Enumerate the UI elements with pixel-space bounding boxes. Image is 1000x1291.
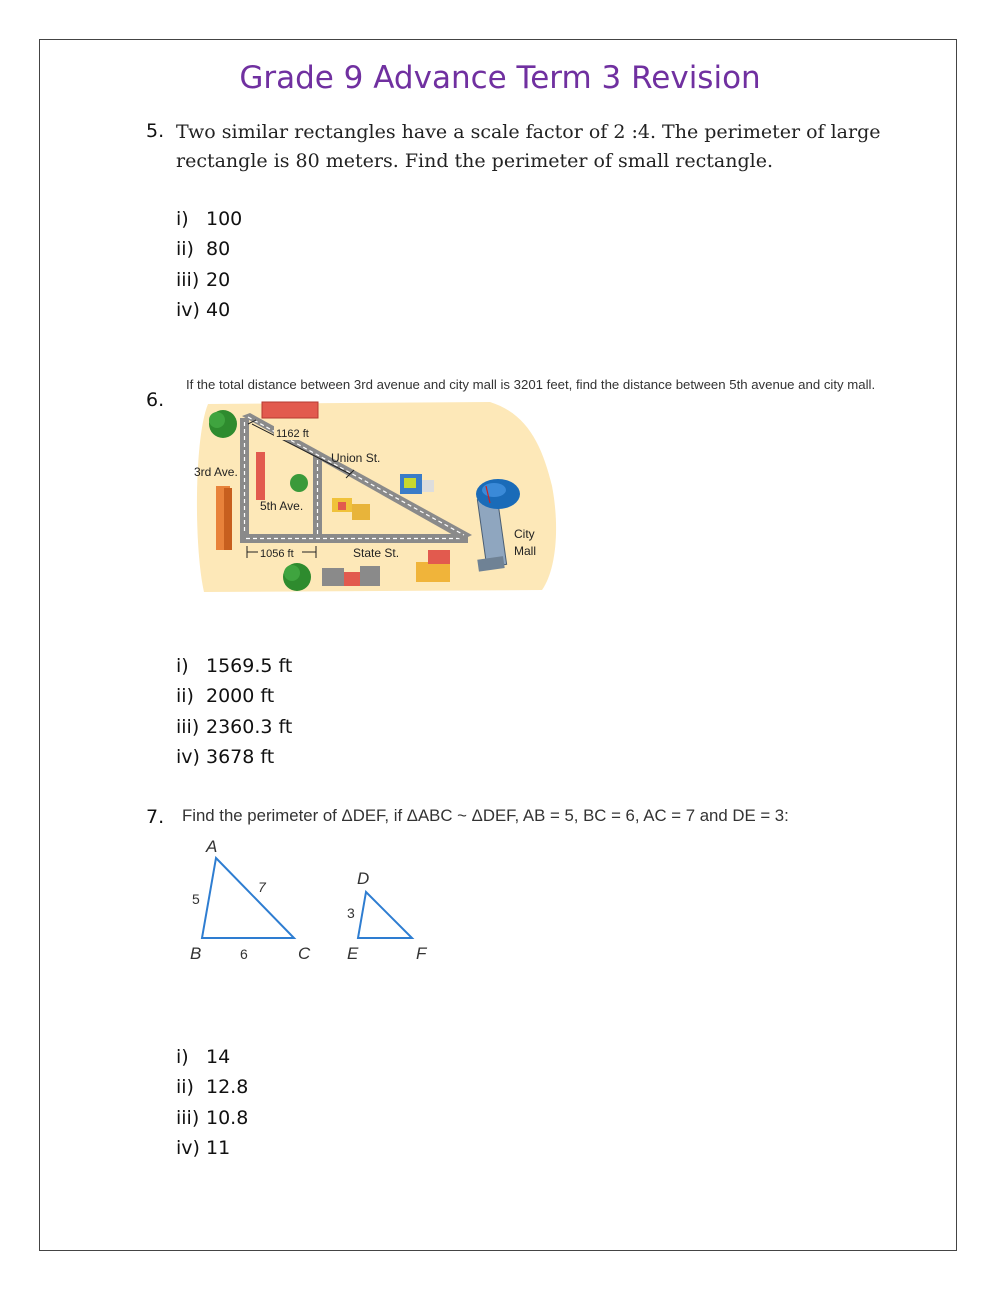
question-5-line-2: rectangle is 80 meters. Find the perimeter of small rectangle. (176, 150, 773, 172)
option-item[interactable] (176, 1042, 248, 1072)
option-value: 20 (206, 268, 231, 291)
side-ab-label: 5 (192, 891, 200, 907)
tree-small (290, 474, 308, 492)
side-ac-label: 7 (258, 879, 266, 895)
page-title: Grade 9 Advance Term 3 Revision (239, 60, 761, 96)
question-5-number: 5. (146, 120, 165, 142)
side-de-label: 3 (347, 905, 355, 921)
building-bottom-2 (416, 562, 450, 582)
city-map-figure (190, 398, 570, 598)
option-item[interactable] (176, 204, 242, 234)
option-value: 11 (206, 1136, 231, 1159)
label-mall: Mall (514, 544, 537, 558)
option-item[interactable] (176, 1072, 248, 1102)
building-3rd-ave (256, 452, 265, 500)
option-item[interactable] (176, 265, 242, 295)
option-label: ii) (176, 1076, 194, 1099)
question-6-options (176, 651, 292, 772)
option-label: iii) (176, 1106, 200, 1129)
question-7-options (176, 1042, 248, 1163)
option-label: i) (176, 1046, 189, 1068)
option-label: iii) (176, 268, 200, 291)
option-item[interactable] (176, 234, 242, 264)
option-value: 2360.3 ft (206, 715, 293, 738)
option-value: 100 (206, 208, 243, 230)
option-label: iv) (176, 1136, 200, 1159)
question-5-line-1: Two similar rectangles have a scale factor of 2 :4. The perimeter of large (176, 121, 881, 143)
building-bottom-1 (322, 568, 344, 586)
option-label: ii) (176, 238, 194, 261)
option-value: 3678 ft (206, 745, 275, 768)
option-value: 1569.5 ft (206, 655, 293, 677)
option-label: iii) (176, 715, 200, 738)
label-5th-ave: 5th Ave. (260, 499, 304, 513)
option-item[interactable] (176, 295, 242, 325)
option-item[interactable] (176, 1133, 248, 1163)
option-value: 10.8 (206, 1106, 249, 1129)
option-value: 80 (206, 238, 231, 261)
vertex-f: F (416, 944, 427, 963)
option-label: ii) (176, 685, 194, 708)
building-5th-ave-2 (352, 504, 370, 520)
option-value: 12.8 (206, 1076, 249, 1099)
option-value: 40 (206, 298, 231, 321)
label-3rd-ave: 3rd Ave. (194, 465, 238, 479)
option-item[interactable] (176, 742, 292, 772)
vertex-d: D (357, 869, 370, 888)
vertex-b: B (190, 944, 202, 963)
triangle-def (358, 892, 412, 938)
option-label: iv) (176, 298, 200, 321)
option-value: 14 (206, 1046, 231, 1068)
question-7-text: Find the perimeter of ΔDEF, if ΔABC ~ ΔDEF, AB = 5, BC = 6, AC = 7 and DE = 3: (182, 806, 789, 825)
label-city: City (514, 527, 535, 541)
option-label: i) (176, 208, 189, 230)
option-item[interactable] (176, 712, 292, 742)
question-5-text (176, 118, 916, 176)
option-item[interactable] (176, 651, 292, 681)
label-state-st: State St. (353, 546, 400, 560)
question-6-text: If the total distance between 3rd avenue and city mall is 3201 feet, find the distance between 5th avenue and city mall. (186, 377, 876, 392)
side-bc-label: 6 (240, 946, 248, 962)
similar-triangles-figure (180, 830, 450, 970)
label-1056: 1056 ft (260, 548, 294, 560)
option-value: 2000 ft (206, 685, 275, 708)
vertex-c: C (298, 944, 311, 963)
triangle-abc (202, 858, 294, 938)
option-item[interactable] (176, 681, 292, 711)
option-label: iv) (176, 745, 200, 768)
label-1162: 1162 ft (276, 428, 309, 440)
option-label: i) (176, 655, 189, 677)
vertex-a: A (206, 837, 218, 856)
vertex-e: E (347, 944, 359, 963)
label-union-st: Union St. (331, 451, 381, 465)
question-5-options (176, 204, 242, 325)
question-6-number: 6. (146, 389, 165, 411)
option-item[interactable] (176, 1103, 248, 1133)
question-7-number: 7. (146, 806, 165, 828)
building-top (262, 402, 318, 418)
